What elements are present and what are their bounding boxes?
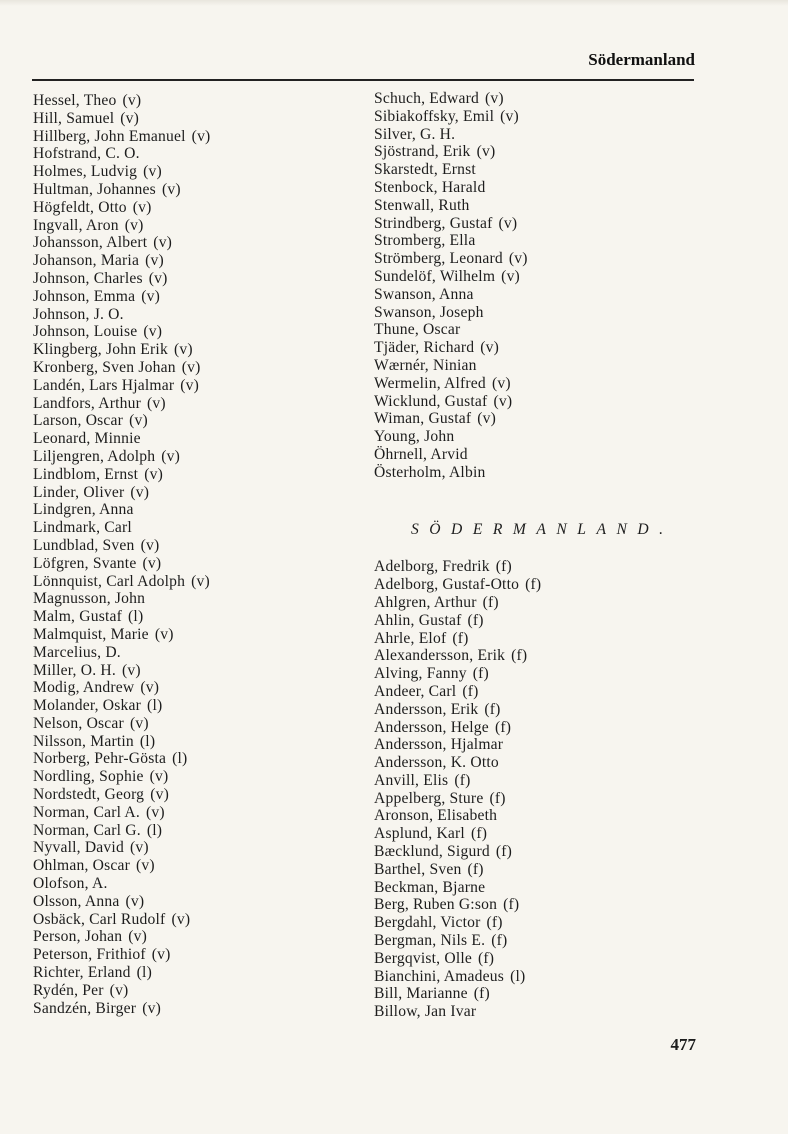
- entry-name: Peterson, Frithiof: [33, 946, 146, 964]
- list-item: [33, 359, 353, 377]
- list-item: [33, 288, 353, 306]
- entry-name: Alving, Fanny: [374, 665, 467, 683]
- list-item: [33, 715, 353, 733]
- entry-name: Barthel, Sven: [374, 860, 462, 878]
- entry-name: Andersson, Erik: [374, 700, 479, 718]
- entry-name: Lindblom, Ernst: [33, 465, 139, 483]
- entry-name: Bergqvist, Olle: [374, 949, 473, 967]
- entry-mark: (v): [143, 163, 162, 181]
- list-item: [33, 412, 353, 430]
- entry-mark: (f): [462, 682, 479, 700]
- entry-name: Nyvall, David: [33, 839, 124, 857]
- list-item: [374, 410, 704, 428]
- entry-mark: (v): [476, 143, 496, 161]
- list-item: [374, 321, 704, 339]
- entry-mark: (v): [477, 410, 497, 428]
- list-item: [374, 428, 704, 446]
- entry-name: Bergman, Nils E.: [374, 932, 486, 950]
- entry-name: Norman, Carl A.: [33, 803, 140, 821]
- entry-mark: (v): [150, 786, 169, 804]
- list-item: [374, 357, 704, 375]
- entry-name: Johnson, J. O.: [33, 305, 124, 323]
- entry-mark: (v): [121, 661, 141, 679]
- list-item: [33, 341, 353, 359]
- entry-name: Ohlman, Oscar: [33, 857, 131, 875]
- entry-mark: (f): [482, 593, 499, 611]
- entry-mark: (f): [495, 843, 513, 861]
- list-item: [33, 893, 353, 911]
- entry-mark: (f): [470, 825, 488, 843]
- entry-mark: (v): [154, 625, 174, 643]
- entry-mark: (v): [161, 180, 181, 198]
- entry-name: Person, Johan: [33, 928, 123, 946]
- list-item: [33, 484, 353, 502]
- entry-name: Appelberg, Sture: [374, 789, 484, 807]
- list-item: [33, 306, 353, 324]
- entry-mark: (v): [171, 910, 191, 928]
- list-item: [374, 375, 704, 393]
- entry-mark: (f): [452, 629, 469, 647]
- entry-name: Olsson, Anna: [33, 892, 120, 910]
- entry-name: Löfgren, Svante: [33, 554, 137, 572]
- list-item: [374, 161, 704, 179]
- list-item: [33, 466, 353, 484]
- entry-mark: (v): [500, 107, 519, 125]
- entry-mark: (f): [503, 896, 520, 914]
- entry-mark: (f): [454, 771, 471, 789]
- list-item: [374, 736, 704, 754]
- header-rule: [32, 79, 694, 81]
- entry-mark: (f): [491, 932, 508, 950]
- entry-name: Högfeldt, Otto: [33, 198, 127, 216]
- entry-name: Johnson, Louise: [33, 323, 138, 341]
- list-item: [33, 911, 353, 929]
- entry-name: Schuch, Edward: [374, 90, 479, 107]
- entry-mark: (f): [472, 665, 489, 683]
- list-item: [33, 608, 353, 626]
- list-item: [33, 377, 353, 395]
- list-item: [33, 181, 353, 199]
- entry-name: Wærnér, Ninian: [374, 356, 477, 374]
- entry-mark: (v): [149, 768, 169, 786]
- entry-mark: (v): [122, 92, 142, 109]
- list-item: [33, 946, 353, 964]
- entry-name: Swanson, Joseph: [374, 303, 484, 321]
- entry-mark: (l): [146, 821, 163, 839]
- list-item: [33, 857, 353, 875]
- list-item: [374, 825, 704, 843]
- list-item: [374, 683, 704, 701]
- entry-name: Landén, Lars Hjalmar: [33, 376, 175, 394]
- entry-name: Andeer, Carl: [374, 682, 457, 700]
- list-item: [33, 555, 353, 573]
- list-item: [374, 950, 704, 968]
- list-item: [374, 215, 704, 233]
- entry-mark: (f): [467, 860, 484, 878]
- entry-name: Molander, Oskar: [33, 697, 142, 715]
- entry-name: Ahlgren, Arthur: [374, 593, 477, 611]
- right-column: [374, 90, 704, 1021]
- entry-name: Osbäck, Carl Rudolf: [33, 910, 166, 928]
- entry-name: Alexandersson, Erik: [374, 647, 506, 665]
- entry-name: Malm, Gustaf: [33, 608, 123, 626]
- entry-name: Sundelöf, Wilhelm: [374, 267, 496, 285]
- list-item: [374, 143, 704, 161]
- list-item: [374, 197, 704, 215]
- list-item: [374, 790, 704, 808]
- list-item: [374, 665, 704, 683]
- entry-name: Strindberg, Gustaf: [374, 214, 493, 232]
- entry-mark: (v): [508, 250, 528, 268]
- entry-name: Sandzén, Birger: [33, 999, 137, 1017]
- list-item: [33, 395, 353, 413]
- list-item: [33, 145, 353, 163]
- entry-mark: (f): [486, 914, 503, 932]
- list-item: [374, 879, 704, 897]
- entry-mark: (f): [478, 949, 495, 967]
- list-item: [374, 393, 704, 411]
- list-item: [374, 126, 704, 144]
- entry-name: Nilsson, Martin: [33, 732, 134, 750]
- entry-name: Lönnquist, Carl Adolph: [33, 572, 186, 590]
- entry-mark: (v): [180, 376, 200, 394]
- entry-name: Andersson, Hjalmar: [374, 736, 504, 754]
- list-item: [374, 1003, 704, 1021]
- entry-name: Lindgren, Anna: [33, 501, 134, 519]
- entry-mark: (f): [467, 611, 484, 629]
- entry-name: Hessel, Theo: [33, 92, 117, 109]
- entry-name: Bill, Marianne: [374, 985, 468, 1003]
- entry-mark: (v): [147, 394, 166, 412]
- entry-mark: (f): [495, 558, 512, 576]
- entry-name: Nelson, Oscar: [33, 714, 124, 732]
- entry-name: Adelborg, Fredrik: [374, 558, 490, 576]
- entry-mark: (v): [129, 412, 148, 430]
- entry-name: Nordstedt, Georg: [33, 786, 145, 804]
- entry-mark: (v): [498, 214, 518, 232]
- list-item: [33, 982, 353, 1000]
- entry-mark: (v): [132, 198, 152, 216]
- list-item: [33, 252, 353, 270]
- entry-mark: (v): [181, 358, 201, 376]
- section-heading: SÖDERMANLAND.: [411, 520, 674, 538]
- entry-name: Nordling, Sophie: [33, 768, 144, 786]
- entry-mark: (v): [141, 287, 161, 305]
- entry-name: Thune, Oscar: [374, 321, 461, 339]
- entry-mark: (v): [109, 981, 129, 999]
- entry-name: Wiman, Gustaf: [374, 410, 472, 428]
- list-item: [33, 163, 353, 181]
- list-item: [33, 234, 353, 252]
- list-item: [374, 232, 704, 250]
- list-item: [374, 772, 704, 790]
- entry-mark: (l): [172, 750, 188, 768]
- scan-edge: [0, 0, 788, 6]
- list-item: [374, 446, 704, 464]
- entry-name: Lindmark, Carl: [33, 519, 132, 537]
- entry-name: Miller, O. H.: [33, 661, 116, 679]
- entry-name: Norman, Carl G.: [33, 821, 141, 839]
- entry-mark: (v): [153, 234, 173, 252]
- entry-mark: (f): [511, 647, 528, 665]
- entry-mark: (v): [145, 803, 165, 821]
- list-item: [374, 985, 704, 1003]
- list-item: [374, 286, 704, 304]
- entry-mark: (v): [142, 999, 161, 1017]
- list-item: [33, 501, 353, 519]
- list-item: [33, 928, 353, 946]
- entry-mark: (v): [128, 928, 148, 946]
- entry-name: Hofstrand, C. O.: [33, 145, 140, 163]
- running-header: Södermanland: [588, 50, 695, 69]
- entry-name: Hultman, Johannes: [33, 180, 156, 198]
- entry-name: Magnusson, John: [33, 590, 146, 608]
- entry-mark: (v): [140, 679, 160, 697]
- list-item: [33, 697, 353, 715]
- list-item: [33, 964, 353, 982]
- entry-name: Johanson, Maria: [33, 252, 140, 270]
- list-item: [33, 519, 353, 537]
- list-item: [33, 537, 353, 555]
- entry-name: Tjäder, Richard: [374, 339, 475, 357]
- list-item: [33, 750, 353, 768]
- entry-mark: (f): [473, 985, 490, 1003]
- entry-name: Wermelin, Alfred: [374, 374, 486, 392]
- entry-name: Johansson, Albert: [33, 234, 148, 252]
- list-item: [374, 630, 704, 648]
- list-item: [33, 626, 353, 644]
- list-item: [374, 701, 704, 719]
- entry-name: Rydén, Per: [33, 981, 104, 999]
- list-item: [33, 110, 353, 128]
- entry-name: Billow, Jan Ivar: [374, 1003, 477, 1021]
- list-item: [33, 590, 353, 608]
- entry-mark: (v): [142, 554, 162, 572]
- list-item: [374, 268, 704, 286]
- section-list: [374, 558, 704, 1021]
- list-item: [374, 932, 704, 950]
- entry-name: Stromberg, Ella: [374, 232, 476, 250]
- list-item: [33, 839, 353, 857]
- entry-name: Stenbock, Harald: [374, 178, 486, 196]
- entry-mark: (v): [148, 269, 168, 287]
- list-item: [374, 90, 704, 108]
- list-item: [33, 733, 353, 751]
- entry-name: Young, John: [374, 428, 455, 446]
- entry-name: Sibiakoffsky, Emil: [374, 107, 495, 125]
- list-item: [33, 270, 353, 288]
- entry-name: Beckman, Bjarne: [374, 878, 486, 896]
- list-item: [374, 843, 704, 861]
- entry-mark: (v): [145, 252, 164, 270]
- entry-mark: (v): [151, 946, 171, 964]
- entry-mark: (v): [491, 374, 511, 392]
- list-item: [33, 644, 353, 662]
- entry-name: Johnson, Charles: [33, 269, 143, 287]
- entry-name: Larson, Oscar: [33, 412, 124, 430]
- left-column: [33, 92, 353, 1017]
- entry-mark: (f): [489, 789, 506, 807]
- entry-name: Landfors, Arthur: [33, 394, 142, 412]
- list-item: [33, 786, 353, 804]
- entry-name: Bianchini, Amadeus: [374, 967, 505, 985]
- entry-mark: (v): [191, 572, 210, 590]
- list-item: [374, 339, 704, 357]
- entry-name: Andersson, K. Otto: [374, 754, 499, 772]
- entry-mark: (v): [125, 892, 145, 910]
- list-item: [33, 217, 353, 235]
- entry-name: Aronson, Elisabeth: [374, 807, 498, 825]
- list-item: [33, 662, 353, 680]
- list-item: [374, 612, 704, 630]
- list-item: [374, 754, 704, 772]
- entry-name: Bergdahl, Victor: [374, 914, 481, 932]
- entry-name: Malmquist, Marie: [33, 625, 149, 643]
- entry-mark: (v): [143, 323, 163, 341]
- list-item: [33, 92, 353, 110]
- list-item: [33, 448, 353, 466]
- entry-name: Österholm, Albin: [374, 463, 486, 481]
- entry-name: Richter, Erland: [33, 964, 131, 982]
- entry-mark: (f): [494, 718, 512, 736]
- entry-mark: (l): [128, 608, 144, 626]
- entry-mark: (v): [501, 267, 520, 285]
- list-item: [374, 576, 704, 594]
- entry-name: Johnson, Emma: [33, 287, 136, 305]
- entry-name: Hillberg, John Emanuel: [33, 127, 186, 145]
- list-item: [33, 573, 353, 591]
- entry-mark: (v): [191, 127, 211, 145]
- entry-name: Asplund, Karl: [374, 825, 465, 843]
- entry-mark: (v): [130, 483, 150, 501]
- entry-name: Swanson, Anna: [374, 285, 474, 303]
- entry-name: Ahlin, Gustaf: [374, 611, 462, 629]
- list-item: [33, 323, 353, 341]
- entry-name: Hill, Samuel: [33, 109, 115, 127]
- entry-mark: (v): [136, 857, 155, 875]
- entry-mark: (f): [525, 576, 542, 594]
- entry-name: Holmes, Ludvig: [33, 163, 138, 181]
- list-item: [374, 861, 704, 879]
- entry-mark: (f): [484, 700, 501, 718]
- entry-mark: (v): [140, 536, 160, 554]
- entry-name: Lundblad, Sven: [33, 536, 135, 554]
- list-item: [374, 304, 704, 322]
- entry-name: Berg, Ruben G:son: [374, 896, 498, 914]
- list-item: [374, 968, 704, 986]
- list-item: [33, 199, 353, 217]
- list-item: [33, 804, 353, 822]
- entry-name: Silver, G. H.: [374, 125, 456, 143]
- list-item: [374, 558, 704, 576]
- list-item: [374, 250, 704, 268]
- entry-name: Leonard, Minnie: [33, 430, 141, 448]
- list-item: [33, 768, 353, 786]
- list-item: [374, 108, 704, 126]
- list-item: [33, 1000, 353, 1018]
- entry-name: Klingberg, John Erik: [33, 341, 168, 359]
- list-item: [33, 822, 353, 840]
- entry-name: Ingvall, Aron: [33, 216, 119, 234]
- list-item: [374, 896, 704, 914]
- entry-mark: (v): [124, 216, 144, 234]
- list-item: [374, 914, 704, 932]
- entry-name: Bæcklund, Sigurd: [374, 843, 490, 861]
- entry-name: Modig, Andrew: [33, 679, 135, 697]
- entry-mark: (l): [147, 697, 163, 715]
- entry-mark: (v): [493, 392, 513, 410]
- list-item: [33, 430, 353, 448]
- entry-name: Strömberg, Leonard: [374, 250, 503, 268]
- entry-mark: (v): [129, 839, 149, 857]
- list-item: [374, 464, 704, 482]
- entry-mark: (v): [485, 90, 504, 107]
- entry-name: Wicklund, Gustaf: [374, 392, 488, 410]
- entry-name: Stenwall, Ruth: [374, 196, 470, 214]
- entry-name: Olofson, A.: [33, 875, 108, 893]
- right-column-list: [374, 90, 704, 482]
- entry-name: Öhrnell, Arvid: [374, 445, 468, 463]
- list-item: [33, 679, 353, 697]
- entry-mark: (v): [161, 447, 181, 465]
- entry-mark: (l): [136, 964, 152, 982]
- entry-name: Kronberg, Sven Johan: [33, 358, 176, 376]
- entry-mark: (l): [510, 967, 526, 985]
- list-item: [33, 128, 353, 146]
- entry-mark: (v): [129, 714, 149, 732]
- entry-mark: (v): [120, 109, 140, 127]
- entry-name: Sjöstrand, Erik: [374, 143, 471, 161]
- entry-name: Skarstedt, Ernst: [374, 161, 476, 179]
- entry-name: Liljengren, Adolph: [33, 447, 156, 465]
- entry-mark: (v): [144, 465, 164, 483]
- list-item: [374, 647, 704, 665]
- entry-name: Anvill, Elis: [374, 771, 449, 789]
- entry-name: Ahrle, Elof: [374, 629, 447, 647]
- entry-name: Norberg, Pehr-Gösta: [33, 750, 167, 768]
- entry-mark: (l): [139, 732, 156, 750]
- list-item: [33, 875, 353, 893]
- entry-name: Andersson, Helge: [374, 718, 489, 736]
- list-item: [374, 594, 704, 612]
- entry-name: Linder, Oliver: [33, 483, 125, 501]
- list-item: [374, 719, 704, 737]
- entry-mark: (v): [480, 339, 500, 357]
- entry-name: Adelborg, Gustaf-Otto: [374, 576, 520, 594]
- entry-mark: (v): [173, 341, 193, 359]
- entry-name: Marcelius, D.: [33, 643, 121, 661]
- list-item: [374, 179, 704, 197]
- list-item: [374, 807, 704, 825]
- page-number: 477: [670, 1035, 696, 1054]
